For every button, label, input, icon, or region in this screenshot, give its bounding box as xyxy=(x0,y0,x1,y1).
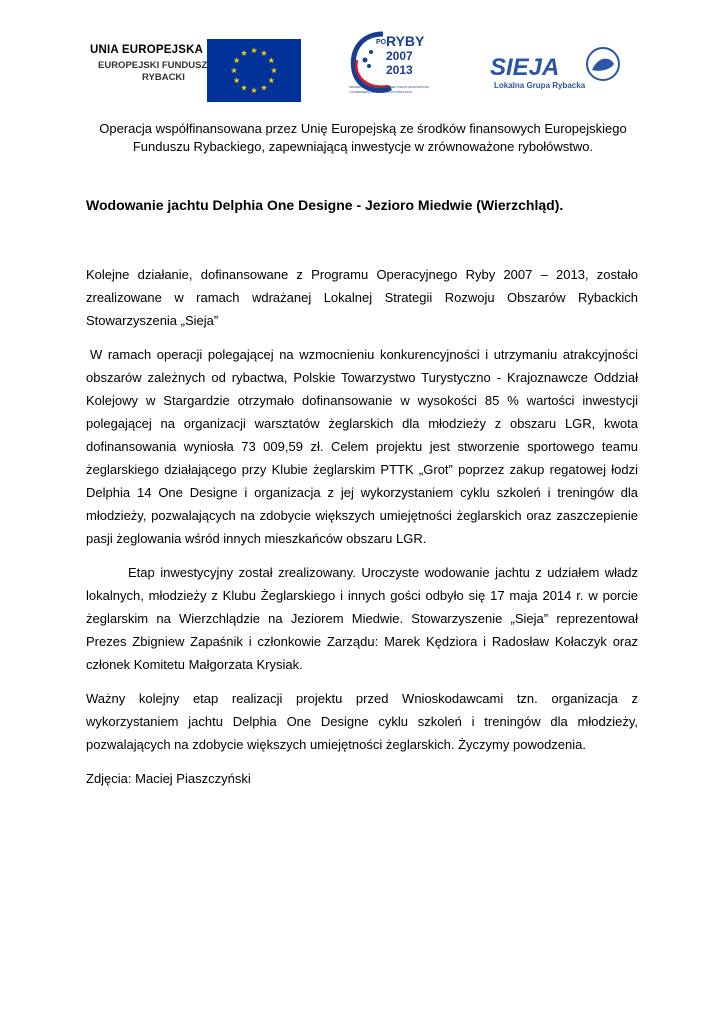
paragraph: Ważny kolejny etap realizacji projektu przed Wnioskodawcami tzn. organizacja z wykorzystaniem jachtu Delphia One Designe cyklu szkoleń i treningów dla młodzieży, pozwalających na zdobycie większych umiejętności żeglarskich. Życzymy powodzenia. xyxy=(86,691,638,752)
sieja-logo xyxy=(488,44,628,94)
po-ryby-logo xyxy=(345,30,435,100)
intro-text: Operacja współfinansowana przez Unię Europejską ze środków finansowych Europejskiego Funduszu Rybackiego, zapewniającą inwestycje w zrównoważone rybołówstwo. xyxy=(99,121,627,154)
paragraph: Kolejne działanie, dofinansowane z Programu Operacyjnego Ryby 2007 – 2013, zostało zrealizowane w ramach wdrażanej Lokalnej Strategii Rozwoju Obszarów Rybackich Stowarzyszenia „Sieja” xyxy=(86,267,638,328)
eu-flag-icon xyxy=(207,39,301,102)
article-body xyxy=(86,263,638,801)
paragraph: W ramach operacji polegającej na wzmocnieniu konkurencyjności i utrzymaniu atrakcyjności obszarów zależnych od rybactwa, Polskie Towarzystwo Turystyczno - Krajoznawcze Oddział Kolejowy w Stargardzie otrzymało dofinansowanie w wysokości 85 % wartości inwestycji polegającej na organizacji warsztatów żeglarskich dla młodzieży z obszaru LGR, kwota dofinansowania wyniosła 73 009,59 zł. Celem projektu jest stworzenie sportowego teamu żeglarskiego działającego przy Klubie żeglarskim PTTK „Grot” poprzez zakup regatowej łodzi Delphia 14 One Designe i organizacja z jej wykorzystaniem cyklu szkoleń i treningów dla młodzieży, pozwalających na zdobycie większych umiejętności żeglarskich oraz zaszczepienie pasji żeglowania wśród innych mieszkańców obszaru LGR. xyxy=(86,347,638,546)
eu-logo-line2: RYBACKI xyxy=(142,72,185,83)
svg-text:RYBY: RYBY xyxy=(386,33,425,49)
logo-header xyxy=(0,30,724,110)
photo-credit: Zdjęcia: Maciej Piaszczyński xyxy=(86,771,251,786)
svg-text:Lokalna Grupa Rybacka: Lokalna Grupa Rybacka xyxy=(494,81,586,90)
svg-text:PO: PO xyxy=(376,39,387,46)
svg-text:ZRÓWNOWAŻONY ROZWÓJ SEKTORA RY: ZRÓWNOWAŻONY ROZWÓJ SEKTORA RYBOŁÓWSTWA xyxy=(349,85,430,89)
svg-text:2013: 2013 xyxy=(386,63,413,77)
svg-text:2007: 2007 xyxy=(386,49,413,63)
svg-text:SIEJA: SIEJA xyxy=(490,54,560,81)
eu-logo-line1: EUROPEJSKI FUNDUSZ xyxy=(98,60,208,71)
article-title: Wodowanie jachtu Delphia One Designe - Jezioro Miedwie (Wierzchląd). xyxy=(86,197,564,213)
eu-logo-title: UNIA EUROPEJSKA xyxy=(90,44,204,56)
paragraph: Etap inwestycyjny został zrealizowany. Uroczyste wodowanie jachtu z udziałem władz lokalnych, młodzieży z Klubu Żeglarskiego i innych gości odbyło się 17 maja 2014 r. w porcie żeglarskim na Wierzchlądzie na Jeziorem Miedwie. Stowarzyszenie „Sieja” reprezentował Prezes Zbigniew Zapaśnik i członkowie Zarządu: Marek Kędziora i Radosław Kołaczyk oraz członek Komitetu Małgorzata Krysiak. xyxy=(86,565,638,672)
svg-text:I NADBRZEŻNYCH OBSZARÓW RYBACK: I NADBRZEŻNYCH OBSZARÓW RYBACKICH xyxy=(349,90,412,94)
